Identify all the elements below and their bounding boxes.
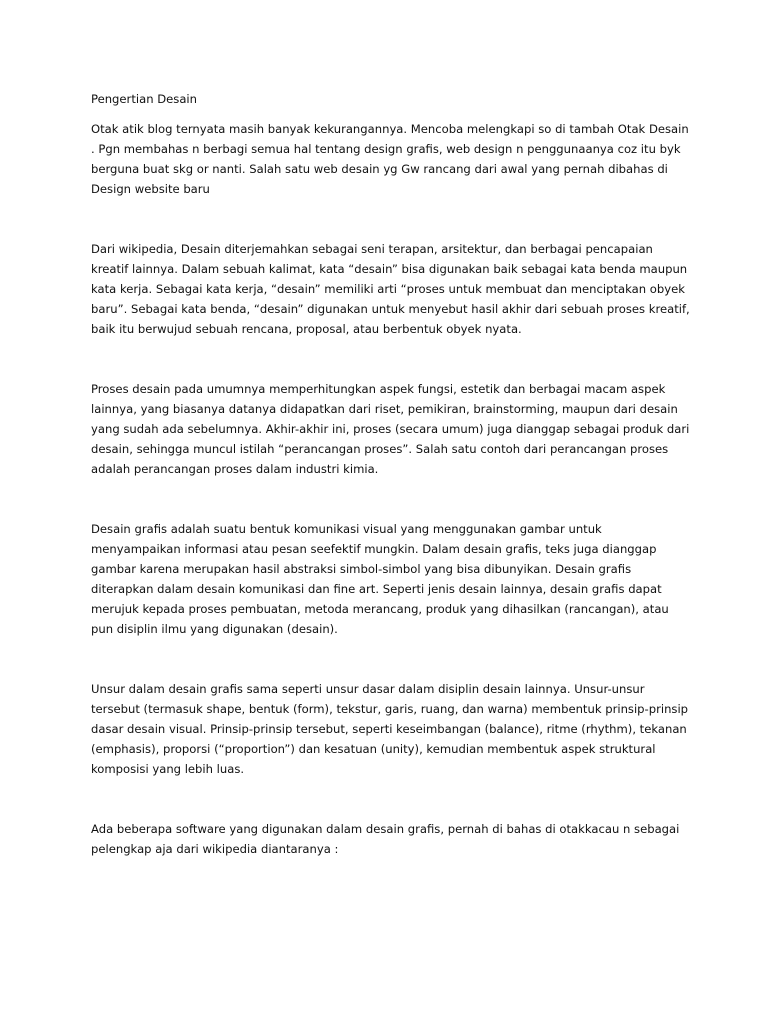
paragraph-spacer xyxy=(91,199,691,239)
paragraph-design-elements: Unsur dalam desain grafis sama seperti unsur dasar dalam disiplin desain lainnya. Unsur-unsur tersebut (termasuk shape, bentuk (form), tekstur, garis, ruang, dan warna) membentuk prinsip-prinsip dasar desain visual. Prinsip-prinsip tersebut, seperti keseimbangan (balance), ritme (rhythm), tekanan (emphasis), proporsi (“proportion”) dan kesatuan (unity), kemudian membentuk aspek struktural komposisi yang lebih luas. xyxy=(91,682,689,776)
paragraph-spacer xyxy=(91,639,691,679)
paragraph-spacer xyxy=(91,479,691,519)
paragraph-spacer xyxy=(91,779,691,819)
document-body xyxy=(91,89,691,859)
paragraph-graphic-design: Desain grafis adalah suatu bentuk komunikasi visual yang menggunakan gambar untuk menyampaikan informasi atau pesan seefektif mungkin. Dalam desain grafis, teks juga dianggap gambar karena merupakan hasil abstraksi simbol-simbol yang bisa dibunyikan. Desain grafis diterapkan dalam desain komunikasi dan fine art. Seperti jenis desain lainnya, desain grafis dapat merujuk kepada proses pembuatan, metoda merancang, produk yang dihasilkan (rancangan), atau pun disiplin ilmu yang digunakan (desain). xyxy=(91,522,669,636)
paragraph-intro: Otak atik blog ternyata masih banyak kekurangannya. Mencoba melengkapi so di tambah Otak Desain . Pgn membahas n berbagi semua hal tentang design grafis, web design n penggunaanya coz itu byk berguna buat skg or nanti. Salah satu web desain yg Gw rancang dari awal yang pernah dibahas di Design website baru xyxy=(91,122,689,196)
paragraph-software-intro: Ada beberapa software yang digunakan dalam desain grafis, pernah di bahas di otakkacau n sebagai pelengkap aja dari wikipedia diantaranya : xyxy=(91,822,680,856)
paragraph-wikipedia-definition: Dari wikipedia, Desain diterjemahkan sebagai seni terapan, arsitektur, dan berbagai pencapaian kreatif lainnya. Dalam sebuah kalimat, kata “desain” bisa digunakan baik sebagai kata benda maupun kata kerja. Sebagai kata kerja, “desain” memiliki arti “proses untuk membuat dan menciptakan obyek baru”. Sebagai kata benda, “desain” digunakan untuk menyebut hasil akhir dari sebuah proses kreatif, baik itu berwujud sebuah rencana, proposal, atau berbentuk obyek nyata. xyxy=(91,242,690,336)
paragraph-design-process: Proses desain pada umumnya memperhitungkan aspek fungsi, estetik dan berbagai macam aspek lainnya, yang biasanya datanya didapatkan dari riset, pemikiran, brainstorming, maupun dari desain yang sudah ada sebelumnya. Akhir-akhir ini, proses (secara umum) juga dianggap sebagai produk dari desain, sehingga muncul istilah “perancangan proses”. Salah satu contoh dari perancangan proses adalah perancangan proses dalam industri kimia. xyxy=(91,382,690,476)
document-title: Pengertian Desain xyxy=(91,92,197,106)
paragraph-spacer xyxy=(91,339,691,379)
